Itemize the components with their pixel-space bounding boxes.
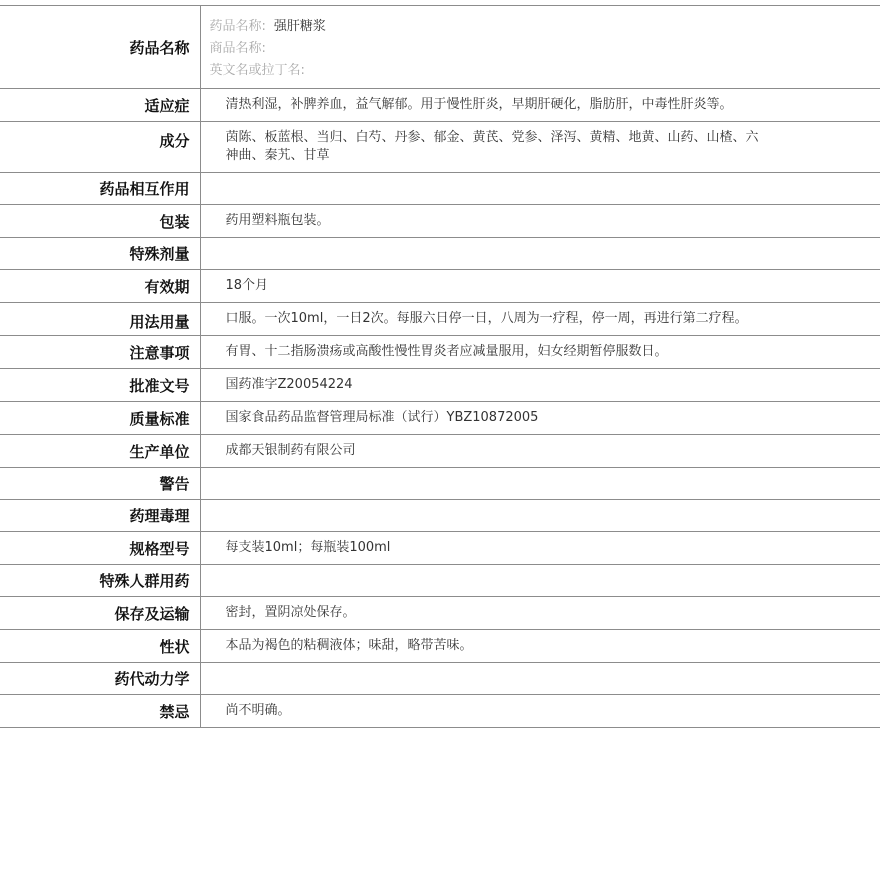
english-name-key: 英文名或拉丁名: bbox=[209, 63, 305, 78]
table-row bbox=[0, 89, 880, 122]
table-row bbox=[0, 435, 880, 468]
table-row bbox=[0, 695, 880, 728]
row-value bbox=[200, 565, 880, 597]
row-value: 成都天银制药有限公司 bbox=[200, 435, 880, 468]
row-value: 每支装10ml；每瓶装100ml bbox=[200, 532, 880, 565]
table-row bbox=[0, 303, 880, 336]
row-label: 药代动力学 bbox=[0, 663, 200, 695]
table-row bbox=[0, 630, 880, 663]
row-drug-names bbox=[0, 6, 880, 89]
row-value: 国家食品药品监督管理局标准（试行）YBZ10872005 bbox=[200, 402, 880, 435]
row-value bbox=[200, 238, 880, 270]
row-value bbox=[200, 663, 880, 695]
table-row bbox=[0, 122, 880, 173]
row-label: 质量标准 bbox=[0, 402, 200, 435]
row-label: 特殊人群用药 bbox=[0, 565, 200, 597]
row-label: 警告 bbox=[0, 468, 200, 500]
row-value: 清热利湿，补脾养血，益气解郁。用于慢性肝炎，早期肝硬化，脂肪肝，中毒性肝炎等。 bbox=[200, 89, 880, 122]
row-value: 茵陈、板蓝根、当归、白芍、丹参、郁金、黄芪、党参、泽泻、黄精、地黄、山药、山楂、六神曲、秦艽、甘草 bbox=[200, 122, 880, 173]
row-value bbox=[200, 500, 880, 532]
english-name-line bbox=[210, 60, 880, 82]
table-row bbox=[0, 173, 880, 205]
row-value: 18个月 bbox=[200, 270, 880, 303]
row-label: 药理毒理 bbox=[0, 500, 200, 532]
drug-info-table bbox=[0, 5, 880, 728]
row-value: 密封，置阴凉处保存。 bbox=[200, 597, 880, 630]
row-label: 批准文号 bbox=[0, 369, 200, 402]
table-row bbox=[0, 532, 880, 565]
row-value: 本品为褐色的粘稠液体；味甜，略带苦味。 bbox=[200, 630, 880, 663]
row-label: 用法用量 bbox=[0, 303, 200, 336]
row-label: 禁忌 bbox=[0, 695, 200, 728]
trade-name-line bbox=[210, 38, 880, 60]
table-row bbox=[0, 565, 880, 597]
row-label: 保存及运输 bbox=[0, 597, 200, 630]
drug-info-sheet bbox=[0, 5, 880, 728]
row-label: 有效期 bbox=[0, 270, 200, 303]
row-value: 药用塑料瓶包装。 bbox=[200, 205, 880, 238]
row-label: 性状 bbox=[0, 630, 200, 663]
trade-name-key: 商品名称: bbox=[209, 41, 266, 56]
row-label: 包装 bbox=[0, 205, 200, 238]
table-row bbox=[0, 663, 880, 695]
drug-name-key: 药品名称: bbox=[209, 19, 266, 34]
row-value bbox=[200, 468, 880, 500]
row-value: 尚不明确。 bbox=[200, 695, 880, 728]
row-label: 特殊剂量 bbox=[0, 238, 200, 270]
table-row bbox=[0, 402, 880, 435]
row-label: 生产单位 bbox=[0, 435, 200, 468]
table-row bbox=[0, 270, 880, 303]
row-label: 药品名称 bbox=[0, 6, 200, 89]
drug-name-value: 强肝糖浆 bbox=[273, 19, 326, 34]
table-row bbox=[0, 369, 880, 402]
row-label: 规格型号 bbox=[0, 532, 200, 565]
drug-name-line bbox=[210, 16, 880, 38]
table-row bbox=[0, 597, 880, 630]
row-label: 药品相互作用 bbox=[0, 173, 200, 205]
table-row bbox=[0, 205, 880, 238]
row-label: 成分 bbox=[0, 122, 200, 173]
row-value: 有胃、十二指肠溃疡或高酸性慢性胃炎者应减量服用，妇女经期暂停服数日。 bbox=[200, 336, 880, 369]
row-value bbox=[200, 173, 880, 205]
table-row bbox=[0, 238, 880, 270]
row-label: 注意事项 bbox=[0, 336, 200, 369]
row-value: 口服。一次10ml，一日2次。每服六日停一日，八周为一疗程，停一周，再进行第二疗程。 bbox=[200, 303, 880, 336]
row-value: 国药准字Z20054224 bbox=[200, 369, 880, 402]
names-cell bbox=[200, 6, 880, 89]
table-row bbox=[0, 500, 880, 532]
table-row bbox=[0, 468, 880, 500]
table-row bbox=[0, 336, 880, 369]
row-label: 适应症 bbox=[0, 89, 200, 122]
